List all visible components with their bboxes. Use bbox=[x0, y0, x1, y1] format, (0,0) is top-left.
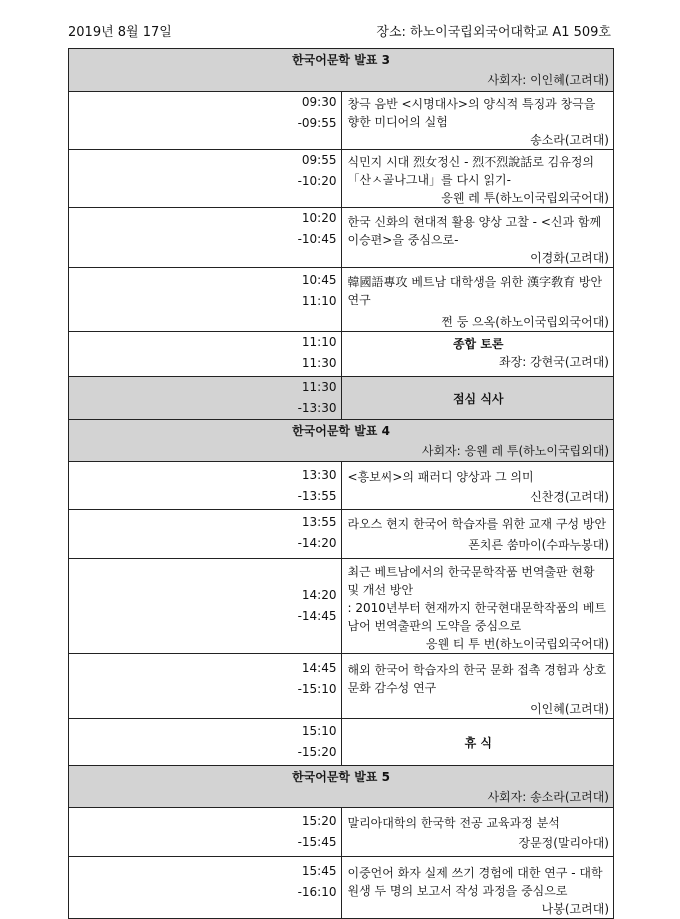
table-row bbox=[69, 268, 614, 332]
end-time: -15:45 bbox=[297, 835, 337, 849]
start-time: 13:55 bbox=[301, 515, 337, 529]
end-time: -09:55 bbox=[297, 116, 337, 130]
table-row bbox=[69, 150, 614, 208]
event-venue: 장소: 하노이국립외국어대학교 A1 509호 bbox=[376, 25, 611, 40]
table-row bbox=[69, 654, 614, 719]
end-time: -13:55 bbox=[297, 489, 337, 503]
presenter: 응웬 레 투(하노이국립외국어대) bbox=[441, 191, 609, 205]
end-time: 11:30 bbox=[301, 356, 337, 370]
start-time: 13:30 bbox=[301, 468, 337, 482]
session-title: 한국어문학 발표 4 bbox=[292, 424, 390, 438]
table-row bbox=[69, 377, 614, 420]
start-time: 11:10 bbox=[301, 335, 337, 349]
talk-title: 해외 한국어 학습자의 한국 문화 접촉 경험과 상호문화 감수성 연구 bbox=[347, 663, 607, 695]
start-time: 10:45 bbox=[301, 273, 337, 287]
talk-title: 한국 신화의 현대적 활용 양상 고찰 - <신과 함께 이승편>을 중심으로- bbox=[347, 215, 602, 247]
schedule-table bbox=[68, 48, 614, 919]
session-title: 한국어문학 발표 3 bbox=[292, 53, 390, 67]
table-row bbox=[69, 808, 614, 857]
end-time: -15:10 bbox=[297, 682, 337, 696]
end-time: -10:20 bbox=[297, 174, 337, 188]
session-header bbox=[69, 49, 614, 92]
table-row bbox=[69, 719, 614, 766]
presenter: 응웬 티 투 번(하노이국립외국어대) bbox=[425, 637, 609, 651]
start-time: 14:20 bbox=[301, 588, 337, 602]
table-row bbox=[69, 92, 614, 150]
talk-title: 말리아대학의 한국학 전공 교육과정 분석 bbox=[347, 816, 560, 830]
end-time: -15:20 bbox=[297, 745, 337, 759]
presenter: 이경화(고려대) bbox=[530, 251, 609, 265]
break-title: 휴 식 bbox=[464, 735, 492, 750]
session-chair: 사회자: 이인혜(고려대) bbox=[487, 73, 609, 87]
session-header bbox=[69, 766, 614, 808]
end-time: -14:20 bbox=[297, 536, 337, 550]
lunch-title: 점심 식사 bbox=[452, 391, 504, 406]
table-row bbox=[69, 332, 614, 377]
discussion-chair: 좌장: 강현국(고려대) bbox=[499, 355, 609, 369]
end-time: 11:10 bbox=[301, 294, 337, 308]
end-time: -16:10 bbox=[297, 885, 337, 899]
talk-title: 창극 음반 <시명대사>의 양식적 특징과 창극을 향한 미디어의 실험 bbox=[347, 97, 596, 129]
end-time: -13:30 bbox=[297, 401, 337, 415]
event-date: 2019년 8월 17일 bbox=[68, 25, 172, 40]
talk-title: 식민지 시대 烈女정신 - 烈不烈說話로 김유정의「산ㅅ골나그내」를 다시 읽기- bbox=[347, 155, 595, 187]
session-chair: 사회자: 응웬 레 투(하노이국립외대) bbox=[421, 444, 609, 458]
start-time: 14:45 bbox=[301, 661, 337, 675]
start-time: 11:30 bbox=[301, 380, 337, 394]
presenter: 송소라(고려대) bbox=[530, 133, 609, 147]
start-time: 09:55 bbox=[301, 153, 337, 167]
end-time: -10:45 bbox=[297, 232, 337, 246]
session-chair: 사회자: 송소라(고려대) bbox=[487, 790, 609, 804]
talk-subtitle: : 2010년부터 현재까지 한국현대문학작품의 베트남어 번역출판의 도약을 중심으로 bbox=[347, 601, 606, 633]
talk-title: 韓國語專攻 베트남 대학생을 위한 漢字敎育 방안 연구 bbox=[347, 275, 603, 307]
start-time: 15:20 bbox=[301, 814, 337, 828]
end-time: -14:45 bbox=[297, 609, 337, 623]
talk-title: 이중언어 화자 실제 쓰기 경험에 대한 연구 - 대학원생 두 명의 보고서 작성 과정을 중심으로 bbox=[347, 866, 603, 898]
table-row bbox=[69, 462, 614, 510]
presenter: 장문정(말리아대) bbox=[518, 836, 609, 850]
presenter: 폰치른 쑴마이(수파누봉대) bbox=[468, 538, 609, 552]
start-time: 15:10 bbox=[301, 724, 337, 738]
discussion-title: 종합 토론 bbox=[452, 337, 504, 351]
talk-title: 라오스 현지 한국어 학습자를 위한 교재 구성 방안 bbox=[347, 517, 607, 531]
page-header bbox=[68, 21, 613, 39]
presenter: 쩐 둥 으옥(하노이국립외국어대) bbox=[441, 315, 609, 329]
table-row bbox=[69, 208, 614, 268]
start-time: 15:45 bbox=[301, 864, 337, 878]
table-row bbox=[69, 857, 614, 919]
table-row bbox=[69, 510, 614, 559]
talk-title: <흥보씨>의 패러디 양상과 그 의미 bbox=[347, 470, 534, 484]
presenter: 나봉(고려대) bbox=[541, 902, 609, 916]
start-time: 09:30 bbox=[301, 95, 337, 109]
presenter: 신찬경(고려대) bbox=[530, 490, 609, 504]
session-title: 한국어문학 발표 5 bbox=[292, 770, 390, 784]
start-time: 10:20 bbox=[301, 211, 337, 225]
presenter: 이인혜(고려대) bbox=[530, 702, 609, 716]
talk-title: 최근 베트남에서의 한국문학작품 번역출판 현황 및 개선 방안 bbox=[347, 565, 595, 597]
session-header bbox=[69, 420, 614, 462]
table-row bbox=[69, 559, 614, 654]
